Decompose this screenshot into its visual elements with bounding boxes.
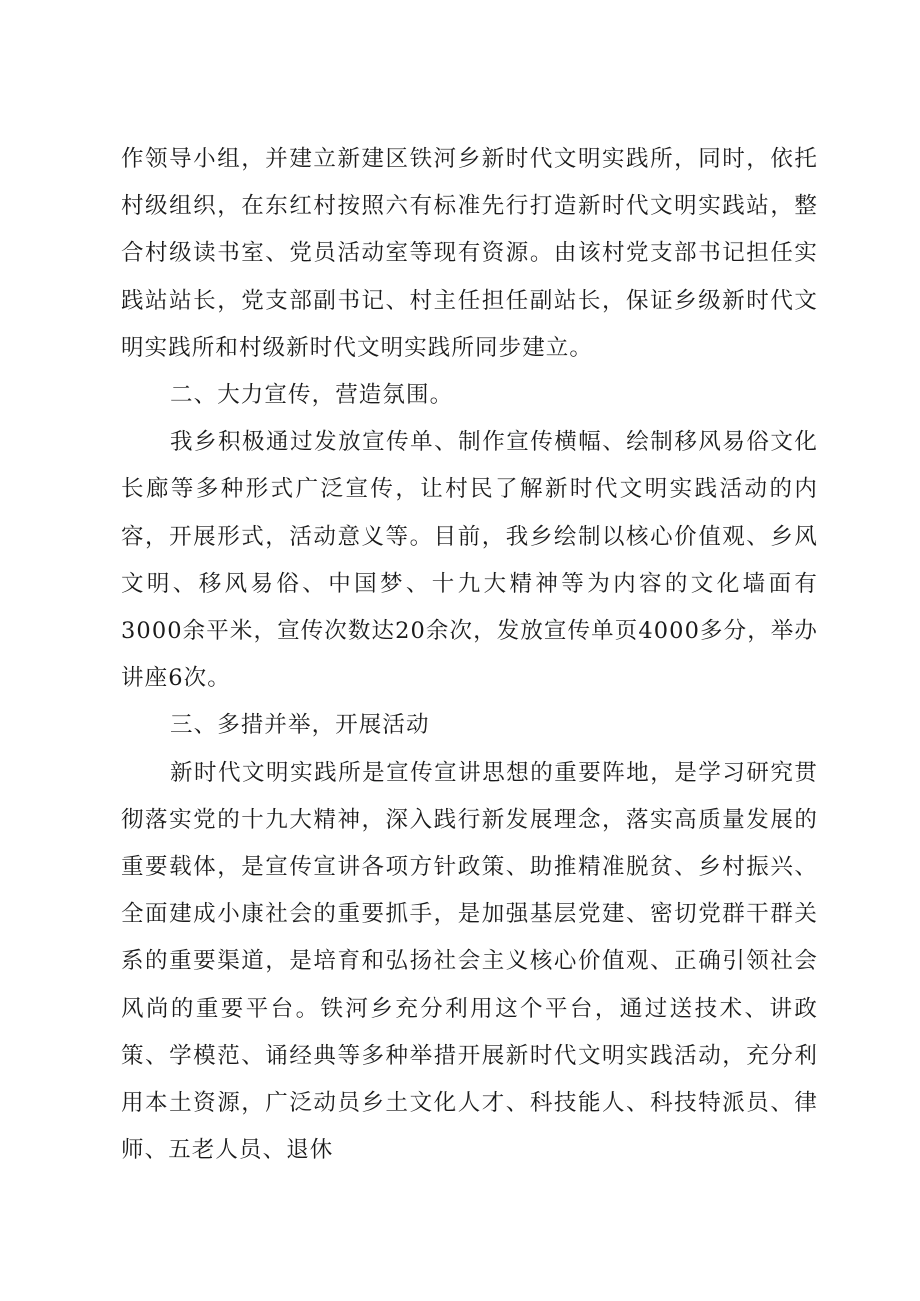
paragraph-activities: 新时代文明实践所是宣传宣讲思想的重要阵地，是学习研究贯彻落实党的十九大精神，深入践行新发展理念，落实高质量发展的重要载体，是宣传宣讲各项方针政策、助推精准脱贫、乡村振兴、全面建成小康社会的重要抓手，是加强基层党建、密切党群干群关系的重要渠道，是培育和弘扬社会主义核心价值观、正确引领社会风尚的重要平台。铁河乡充分利用这个平台，通过送技术、讲政策、学模范、诵经典等多种举措开展新时代文明实践活动，充分利用本土资源，广泛动员乡土文化人才、科技能人、科技特派员、律师、五老人员、退休 [121, 759, 818, 1164]
section-heading-publicity: 二、大力宣传，营造氛围。 [170, 382, 454, 409]
paragraph-publicity: 我乡积极通过发放宣传单、制作宣传横幅、绘制移风易俗文化长廊等多种形式广泛宣传，让村民了解新时代文明实践活动的内容，开展形式，活动意义等。目前，我乡绘制以核心价值观、乡风文明、移风易俗、中国梦、十九大精神等为内容的文化墙面有3000余平米，宣传次数达20余次，发放宣传单页4000多分，举办讲座6次。 [121, 429, 818, 692]
section-heading-activities: 三、多措并举，开展活动 [170, 712, 430, 739]
document-body [121, 136, 818, 1174]
paragraph-continuation: 作领导小组，并建立新建区铁河乡新时代文明实践所，同时，依托村级组织，在东红村按照六有标准先行打造新时代文明实践站，整合村级读书室、党员活动室等现有资源。由该村党支部书记担任实践站站长，党支部副书记、村主任担任副站长，保证乡级新时代文明实践所和村级新时代文明实践所同步建立。 [121, 146, 818, 361]
